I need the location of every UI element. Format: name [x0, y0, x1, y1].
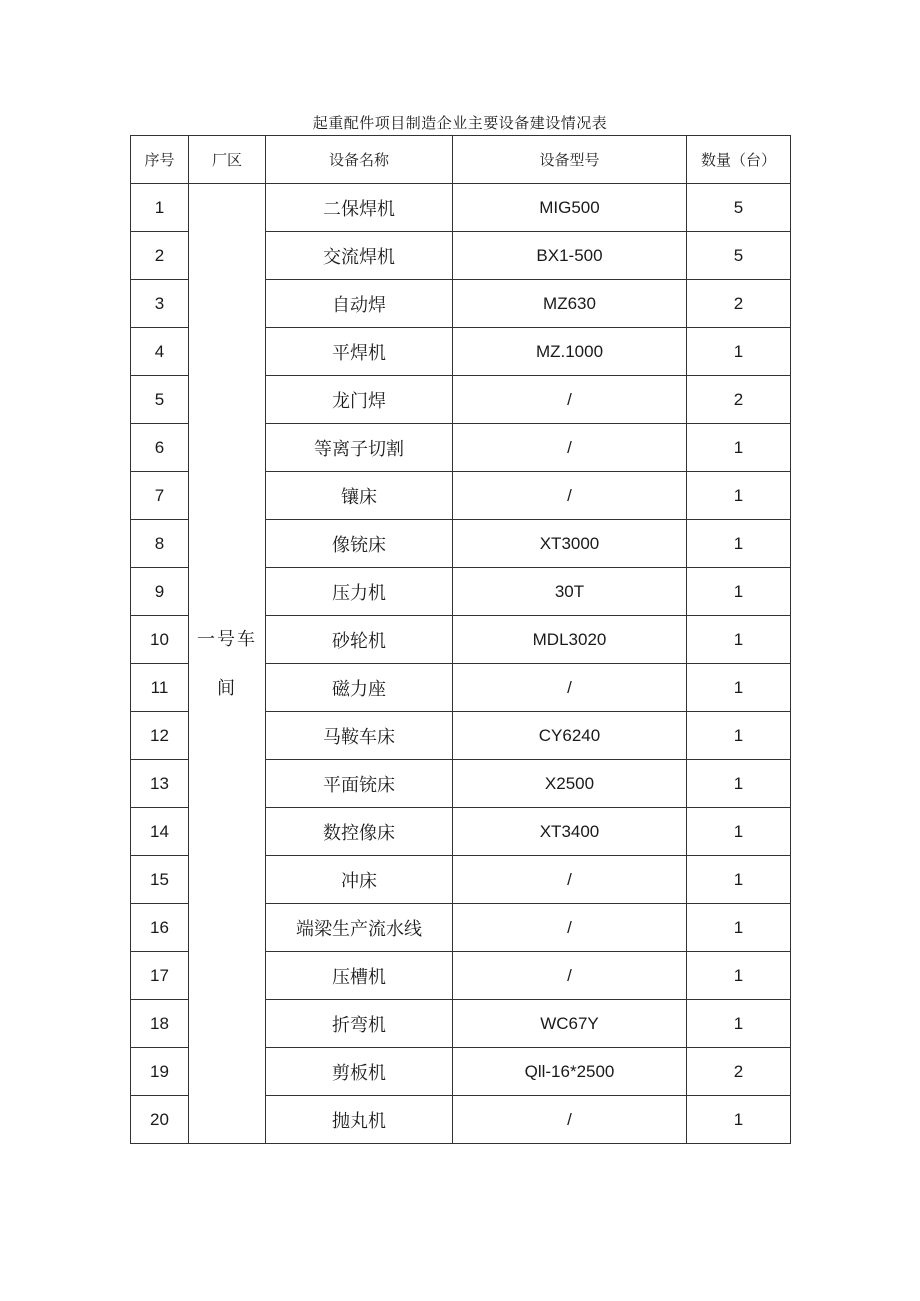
cell-equipment-model: Qll-16*2500: [453, 1048, 687, 1096]
cell-equipment-model: /: [453, 424, 687, 472]
cell-serial-number: 19: [131, 1048, 189, 1096]
header-name: 设备名称: [266, 136, 453, 184]
cell-equipment-name: 像铳床: [266, 520, 453, 568]
cell-quantity: 1: [687, 952, 791, 1000]
cell-serial-number: 12: [131, 712, 189, 760]
header-no: 序号: [131, 136, 189, 184]
cell-quantity: 1: [687, 664, 791, 712]
table-header: [131, 136, 791, 184]
cell-quantity: 1: [687, 328, 791, 376]
cell-equipment-model: /: [453, 664, 687, 712]
cell-quantity: 1: [687, 712, 791, 760]
header-qty: 数量（台）: [687, 136, 791, 184]
cell-quantity: 1: [687, 904, 791, 952]
cell-serial-number: 16: [131, 904, 189, 952]
cell-equipment-name: 剪板机: [266, 1048, 453, 1096]
cell-quantity: 1: [687, 520, 791, 568]
cell-serial-number: 20: [131, 1096, 189, 1144]
cell-quantity: 1: [687, 568, 791, 616]
cell-equipment-name: 平面铳床: [266, 760, 453, 808]
cell-quantity: 1: [687, 616, 791, 664]
cell-equipment-name: 冲床: [266, 856, 453, 904]
cell-equipment-name: 龙门焊: [266, 376, 453, 424]
cell-equipment-name: 等离子切割: [266, 424, 453, 472]
cell-equipment-name: 马鞍车床: [266, 712, 453, 760]
cell-equipment-name: 砂轮机: [266, 616, 453, 664]
cell-quantity: 5: [687, 184, 791, 232]
table-body: [131, 184, 791, 1144]
cell-equipment-model: BX1-500: [453, 232, 687, 280]
cell-equipment-model: 30T: [453, 568, 687, 616]
header-row: [131, 136, 791, 184]
cell-equipment-name: 镶床: [266, 472, 453, 520]
cell-factory-area: [189, 184, 266, 1144]
cell-serial-number: 6: [131, 424, 189, 472]
cell-equipment-model: MZ.1000: [453, 328, 687, 376]
cell-quantity: 1: [687, 1000, 791, 1048]
cell-equipment-model: CY6240: [453, 712, 687, 760]
cell-equipment-name: 平焊机: [266, 328, 453, 376]
cell-serial-number: 4: [131, 328, 189, 376]
cell-equipment-model: X2500: [453, 760, 687, 808]
cell-equipment-name: 数控像床: [266, 808, 453, 856]
cell-quantity: 1: [687, 424, 791, 472]
cell-equipment-model: /: [453, 376, 687, 424]
cell-equipment-model: MIG500: [453, 184, 687, 232]
cell-equipment-name: 自动焊: [266, 280, 453, 328]
cell-quantity: 2: [687, 376, 791, 424]
cell-equipment-name: 压槽机: [266, 952, 453, 1000]
cell-serial-number: 1: [131, 184, 189, 232]
cell-quantity: 2: [687, 280, 791, 328]
cell-equipment-model: MZ630: [453, 280, 687, 328]
cell-serial-number: 11: [131, 664, 189, 712]
cell-equipment-model: MDL3020: [453, 616, 687, 664]
cell-equipment-model: /: [453, 472, 687, 520]
cell-quantity: 1: [687, 472, 791, 520]
header-area: 厂区: [189, 136, 266, 184]
cell-equipment-name: 压力机: [266, 568, 453, 616]
equipment-table: [130, 135, 791, 1144]
cell-equipment-model: /: [453, 904, 687, 952]
cell-serial-number: 13: [131, 760, 189, 808]
cell-quantity: 1: [687, 760, 791, 808]
cell-serial-number: 7: [131, 472, 189, 520]
cell-serial-number: 5: [131, 376, 189, 424]
cell-equipment-name: 二保焊机: [266, 184, 453, 232]
cell-serial-number: 14: [131, 808, 189, 856]
cell-quantity: 2: [687, 1048, 791, 1096]
cell-serial-number: 17: [131, 952, 189, 1000]
cell-equipment-model: /: [453, 1096, 687, 1144]
cell-serial-number: 3: [131, 280, 189, 328]
cell-serial-number: 18: [131, 1000, 189, 1048]
cell-serial-number: 9: [131, 568, 189, 616]
cell-serial-number: 15: [131, 856, 189, 904]
cell-equipment-name: 磁力座: [266, 664, 453, 712]
cell-quantity: 1: [687, 808, 791, 856]
header-model: 设备型号: [453, 136, 687, 184]
cell-equipment-name: 交流焊机: [266, 232, 453, 280]
cell-equipment-name: 折弯机: [266, 1000, 453, 1048]
cell-equipment-model: /: [453, 856, 687, 904]
cell-serial-number: 2: [131, 232, 189, 280]
document-title: 起重配件项目制造企业主要设备建设情况表: [312, 114, 608, 132]
cell-equipment-model: XT3000: [453, 520, 687, 568]
cell-equipment-name: 端梁生产流水线: [266, 904, 453, 952]
cell-quantity: 5: [687, 232, 791, 280]
cell-quantity: 1: [687, 1096, 791, 1144]
cell-serial-number: 10: [131, 616, 189, 664]
factory-area-label: 一号车间: [197, 628, 257, 699]
cell-equipment-model: /: [453, 952, 687, 1000]
cell-equipment-model: WC67Y: [453, 1000, 687, 1048]
cell-equipment-model: XT3400: [453, 808, 687, 856]
cell-equipment-name: 抛丸机: [266, 1096, 453, 1144]
cell-quantity: 1: [687, 856, 791, 904]
table-row: [131, 184, 791, 232]
cell-serial-number: 8: [131, 520, 189, 568]
